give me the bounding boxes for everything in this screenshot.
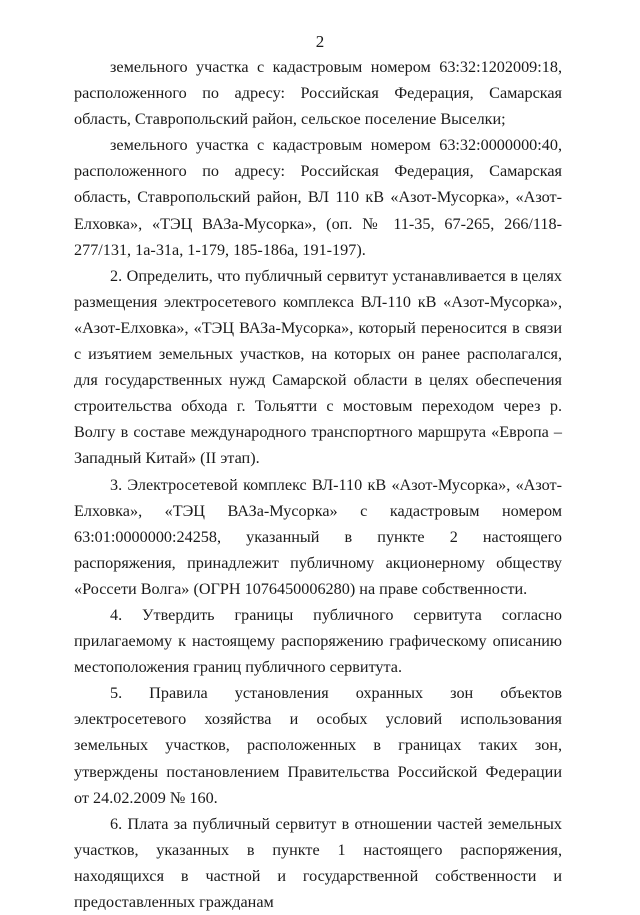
page-number: 2 <box>315 32 325 51</box>
paragraph-item-5: 5. Правила установления охранных зон объектов электросетевого хозяйства и особых условий использования земельных участков, расположенных в границах таких зон, утверждены постановлением Правительства Российской Федерации от 24.02.2009 № 160. <box>74 684 562 807</box>
document-body <box>74 54 562 915</box>
paragraph-item-3: 3. Электросетевой комплекс ВЛ-110 кВ «Азот-Мусорка», «Азот-Елховка», «ТЭЦ ВАЗа-Мусорка» с кадастровым номером 63:01:0000000:24258, указанный в пункте 2 настоящего распоряжения, принадлежит публичному акционерному обществу «Россети Волга» (ОГРН 1076450006280) на праве собственности. <box>74 475 562 598</box>
paragraph-item-4: 4. Утвердить границы публичного сервитута согласно прилагаемому к настоящему распоряжению графическому описанию местоположения границ публичного сервитута. <box>74 605 562 677</box>
paragraph-plot-40: земельного участка с кадастровым номером 63:32:0000000:40, расположенного по адресу: Российская Федерация, Самарская область, Ставропольский район, ВЛ 110 кВ «Азот-Мусорка», «Азот-Елховка», «ТЭЦ ВАЗа-Мусорка», (оп. № 11-35, 67-265, 266/118-277/131, 1а-31а, 1-179, 185-186а, 191-197). <box>74 136 562 259</box>
paragraph-item-6: 6. Плата за публичный сервитут в отношении частей земельных участков, указанных в пункте 1 настоящего распоряжения, находящихся в частной и государственной собственности и предоставленных гражданам <box>74 814 562 911</box>
paragraph-item-2: 2. Определить, что публичный сервитут устанавливается в целях размещения электросетевого комплекса ВЛ-110 кВ «Азот-Мусорка», «Азот-Елховка», «ТЭЦ ВАЗа-Мусорка», который переносится в связи с изъятием земельных участков, на которых он ранее располагался, для государственных нужд Самарской области в целях обеспечения строительства обхода г. Тольятти с мостовым переходом через р. Волгу в составе международного транспортного маршрута «Европа – Западный Китай» (II этап). <box>74 266 562 468</box>
paragraph-plot-18: земельного участка с кадастровым номером 63:32:1202009:18, расположенного по адресу: Российская Федерация, Самарская область, Ставропольский район, сельское поселение Выселки; <box>74 58 562 129</box>
